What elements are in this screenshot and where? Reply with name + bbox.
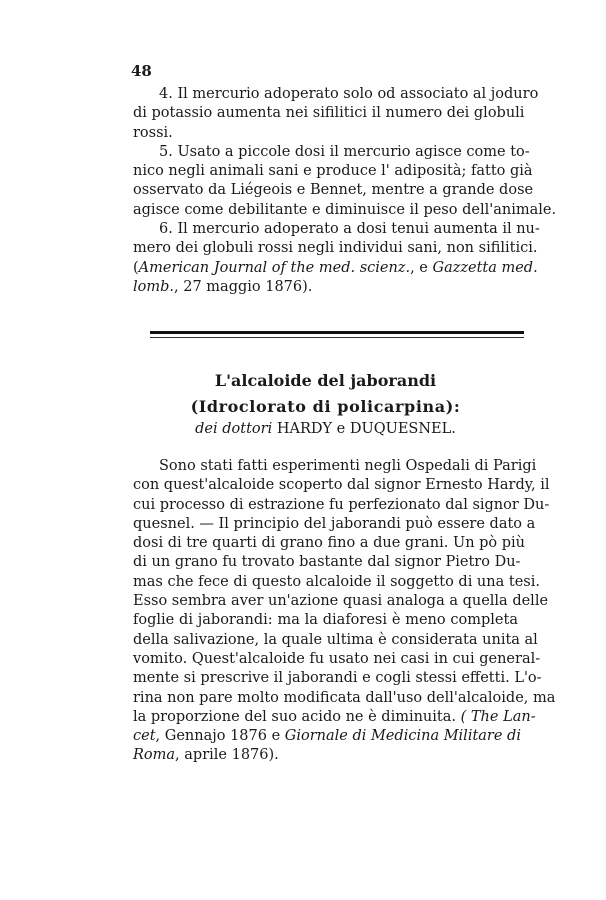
text-line: della salivazione, la quale ultima è considerata unita al	[133, 631, 538, 648]
citation-line	[133, 259, 538, 278]
text-line: 5. Usato a piccole dosi il mercurio agisce come to-	[159, 143, 530, 160]
text-line: mente si prescrive il jaborandi e cogli stessi effetti. L'o-	[133, 670, 542, 687]
journal-title: cet	[133, 728, 156, 745]
article-subtitle: (Idroclorato di policarpina):	[190, 397, 461, 416]
text-line: 4. Il mercurio adoperato solo od associato al joduro	[159, 86, 539, 102]
text-line: vomito. Quest'alcaloide fu usato nei casi in cui general-	[133, 650, 541, 667]
citation-date: , 27 maggio 1876).	[174, 278, 313, 295]
citation-line	[133, 708, 536, 727]
text-line: mas che fece di questo alcaloide il soggetto di una tesi.	[133, 573, 540, 590]
page-number: 48	[131, 62, 152, 80]
text-line: cui processo di estrazione fu perfezionato dal signor Du-	[133, 496, 550, 513]
text-line: osservato da Liégeois e Bennet, mentre a grande dose	[133, 182, 534, 199]
journal-title: American Journal of the med. scienz.	[138, 259, 411, 276]
text-line: agisce come debilitante e diminuisce il peso dell'animale.	[133, 201, 557, 218]
citation-open: ( The Lan-	[456, 708, 536, 725]
text-fragment: la proporzione del suo acido ne è diminuita.	[133, 708, 456, 725]
conclusions-block	[133, 85, 557, 297]
citation-line	[133, 746, 518, 765]
text-line: di un grano fu trovato bastante dal signor Pietro Du-	[133, 554, 521, 571]
citation-open: (	[133, 259, 139, 276]
journal-title: Roma	[133, 747, 176, 764]
journal-title: Gazzetta med.	[432, 259, 538, 276]
text-line: 6. Il mercurio adoperato a dosi tenui aumenta il nu-	[159, 221, 540, 238]
text-line: foglie di jaborandi: ma la diaforesi è meno completa	[133, 612, 518, 629]
article-title: L'alcaloide del jaborandi	[214, 371, 437, 390]
citation-line	[133, 278, 518, 297]
text-line: Sono stati fatti esperimenti negli Ospedali di Parigi	[159, 458, 537, 474]
citation-sep: , e	[410, 259, 433, 276]
article-byline	[133, 421, 518, 437]
section-divider-thin	[150, 337, 524, 338]
text-line: rossi.	[133, 124, 173, 141]
text-line: mero dei globuli rossi negli individui sani, non sifilitici.	[133, 240, 538, 257]
byline-names: HARDY e DUQUESNEL.	[276, 421, 456, 437]
citation-date: , Gennajo 1876 e	[155, 728, 285, 745]
text-line: di potassio aumenta nei sifilitici il numero dei globuli	[133, 105, 525, 122]
text-line: dosi di tre quarti di grano fino a due grani. Un pò più	[133, 535, 526, 552]
text-line: rina non pare molto modificata dall'uso dell'alcaloide, ma	[133, 689, 556, 706]
text-line: nico negli animali sani e produce l' adiposità; fatto già	[133, 163, 533, 180]
text-line: quesnel. — Il principio del jaborandi può essere dato a	[133, 515, 536, 532]
article-body	[133, 457, 556, 766]
citation-line	[133, 727, 521, 746]
journal-title: Giornale di Medicina Militare di	[284, 728, 521, 745]
byline-prefix: dei dottori	[195, 421, 273, 437]
text-line: Esso sembra aver un'azione quasi analoga a quella delle	[133, 593, 549, 610]
citation-date: , aprile 1876).	[175, 747, 279, 764]
text-line: con quest'alcaloide scoperto dal signor Ernesto Hardy, il	[133, 477, 550, 494]
journal-title: lomb.	[133, 278, 175, 295]
section-divider-thick	[150, 331, 524, 334]
